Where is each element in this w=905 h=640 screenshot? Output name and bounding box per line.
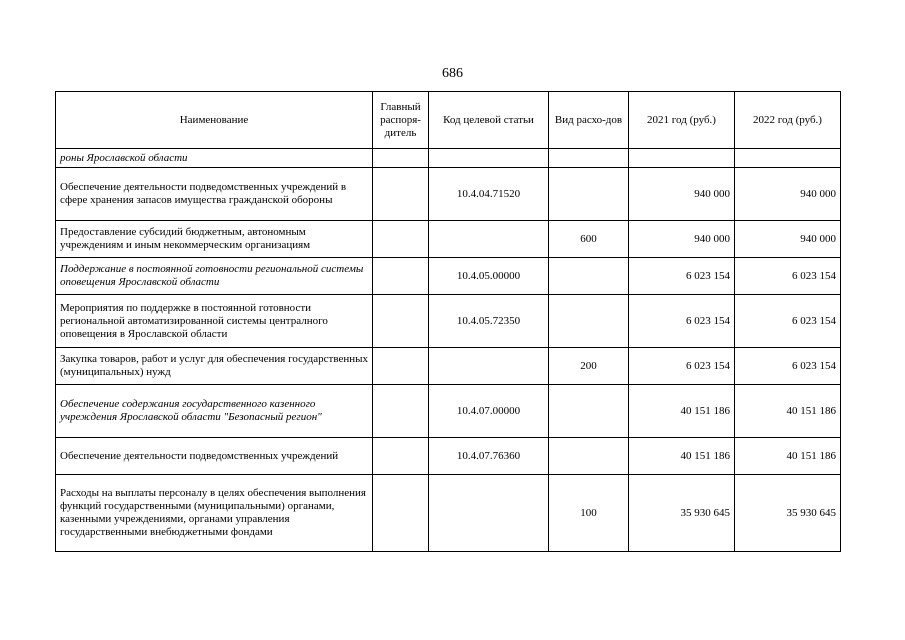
row-name-cell: Расходы на выплаты персоналу в целях обеспечения выполнения функций государственными (муниципальными) органами, казенными учреждениями, органами управления государственными внебюджетными фондами [56, 475, 373, 552]
row-kind-cell [549, 149, 629, 168]
row-2022-cell: 940 000 [735, 221, 841, 258]
table-row [56, 221, 841, 258]
row-code-cell [429, 348, 549, 385]
row-code-cell: 10.4.05.72350 [429, 295, 549, 348]
table-row [56, 149, 841, 168]
row-manager-cell [373, 295, 429, 348]
table-row [56, 258, 841, 295]
row-2022-cell [735, 149, 841, 168]
row-2021-cell: 40 151 186 [629, 385, 735, 438]
row-2022-cell: 40 151 186 [735, 385, 841, 438]
row-2021-cell: 40 151 186 [629, 438, 735, 475]
row-2022-cell: 6 023 154 [735, 295, 841, 348]
row-code-cell [429, 221, 549, 258]
row-2022-cell: 6 023 154 [735, 348, 841, 385]
row-2021-cell: 6 023 154 [629, 295, 735, 348]
row-name-cell: Закупка товаров, работ и услуг для обеспечения государственных (муниципальных) нужд [56, 348, 373, 385]
row-2021-cell [629, 149, 735, 168]
row-name-cell: Поддержание в постоянной готовности региональной системы оповещения Ярославской области [56, 258, 373, 295]
row-2021-cell: 940 000 [629, 221, 735, 258]
header-2022: 2022 год (руб.) [735, 92, 841, 149]
row-kind-cell [549, 258, 629, 295]
row-manager-cell [373, 348, 429, 385]
header-code: Код целевой статьи [429, 92, 549, 149]
row-code-cell: 10.4.07.00000 [429, 385, 549, 438]
row-code-cell [429, 149, 549, 168]
header-kind: Вид расхо-дов [549, 92, 629, 149]
row-name-cell: Предоставление субсидий бюджетным, автономным учреждениям и иным некоммерческим организациям [56, 221, 373, 258]
row-2021-cell: 6 023 154 [629, 348, 735, 385]
header-name: Наименование [56, 92, 373, 149]
row-kind-cell [549, 295, 629, 348]
row-2022-cell: 35 930 645 [735, 475, 841, 552]
row-2021-cell: 35 930 645 [629, 475, 735, 552]
header-2021: 2021 год (руб.) [629, 92, 735, 149]
row-kind-cell: 200 [549, 348, 629, 385]
row-manager-cell [373, 221, 429, 258]
row-2021-cell: 6 023 154 [629, 258, 735, 295]
row-code-cell: 10.4.05.00000 [429, 258, 549, 295]
row-kind-cell: 600 [549, 221, 629, 258]
table-header-row [56, 92, 841, 149]
row-manager-cell [373, 258, 429, 295]
row-2021-cell: 940 000 [629, 168, 735, 221]
table-row [56, 348, 841, 385]
row-name-cell: роны Ярославской области [56, 149, 373, 168]
row-manager-cell [373, 149, 429, 168]
row-2022-cell: 6 023 154 [735, 258, 841, 295]
row-name-cell: Обеспечение деятельности подведомственных учреждений [56, 438, 373, 475]
row-name-cell: Мероприятия по поддержке в постоянной готовности региональной автоматизированной системы централного оповещения в Ярославской области [56, 295, 373, 348]
table-row [56, 475, 841, 552]
row-code-cell [429, 475, 549, 552]
page-number: 686 [442, 66, 463, 81]
row-manager-cell [373, 438, 429, 475]
row-manager-cell [373, 475, 429, 552]
table-row [56, 295, 841, 348]
row-2022-cell: 40 151 186 [735, 438, 841, 475]
row-manager-cell [373, 385, 429, 438]
row-kind-cell [549, 168, 629, 221]
table-row [56, 438, 841, 475]
table-row [56, 168, 841, 221]
table-row [56, 385, 841, 438]
row-kind-cell: 100 [549, 475, 629, 552]
budget-table [55, 91, 841, 552]
row-name-cell: Обеспечение деятельности подведомственных учреждений в сфере хранения запасов имущества гражданской обороны [56, 168, 373, 221]
row-kind-cell [549, 438, 629, 475]
header-manager: Главный распоря-дитель [373, 92, 429, 149]
row-code-cell: 10.4.04.71520 [429, 168, 549, 221]
row-manager-cell [373, 168, 429, 221]
row-2022-cell: 940 000 [735, 168, 841, 221]
row-kind-cell [549, 385, 629, 438]
row-code-cell: 10.4.07.76360 [429, 438, 549, 475]
row-name-cell: Обеспечение содержания государственного казенного учреждения Ярославской области "Безопасный регион" [56, 385, 373, 438]
